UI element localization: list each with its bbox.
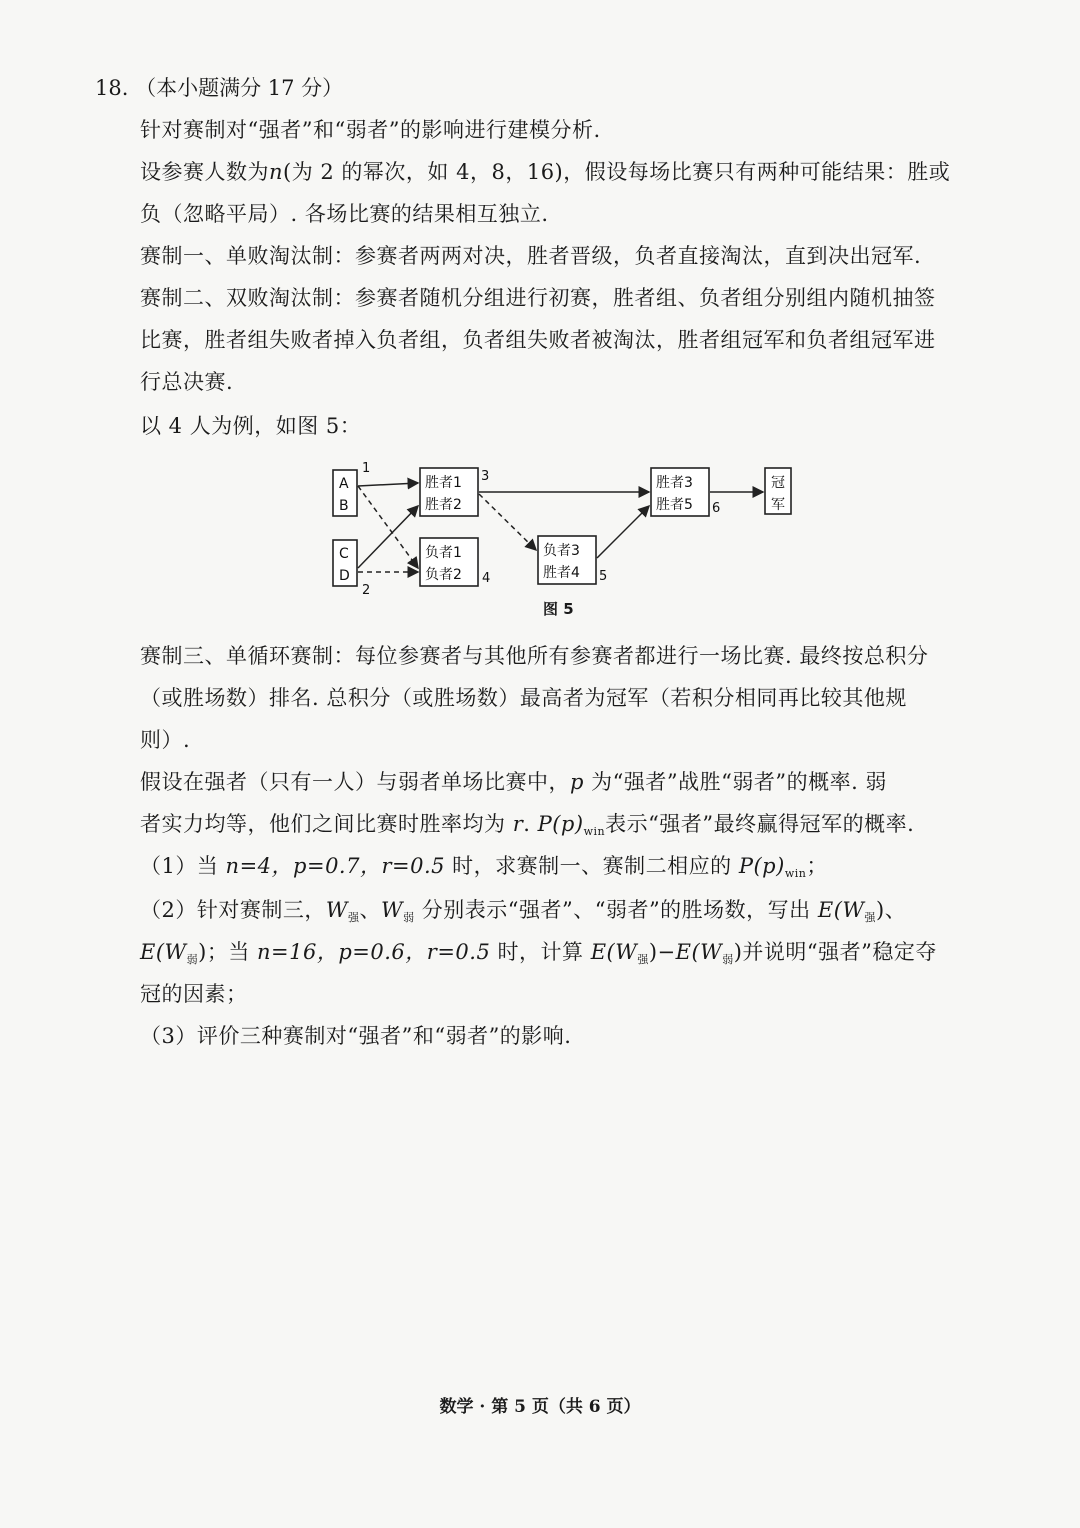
question-points: （本小题满分 17 分） bbox=[135, 76, 344, 100]
format-double-elimination-line3: 行总决赛. bbox=[140, 370, 234, 394]
svg-text:胜者1: 胜者1 bbox=[425, 475, 462, 491]
svg-text:B: B bbox=[339, 498, 349, 514]
example-intro: 以 4 人为例，如图 5： bbox=[140, 414, 362, 438]
match-label-4: 4 bbox=[482, 571, 491, 586]
box-winners-final bbox=[651, 468, 709, 516]
page-footer: 数学 · 第 5 页（共 6 页） bbox=[439, 1397, 641, 1417]
part2-line2: $E(W_弱)$；当 n=16，p=0.6，r=0.5 时，计算 $E(W_强)-E(W_弱)$并说明“强者”稳定夺 bbox=[140, 940, 937, 966]
svg-text:军: 军 bbox=[771, 497, 785, 513]
svg-text:负者1: 负者1 bbox=[425, 545, 462, 561]
svg-text:C: C bbox=[339, 546, 349, 562]
format-round-robin-line2: （或胜场数）排名. 总积分（或胜场数）最高者为冠军（若积分相同再比较其他规 bbox=[140, 686, 907, 710]
svg-text:冠: 冠 bbox=[771, 475, 785, 491]
part2-line3: 冠的因素； bbox=[140, 982, 248, 1006]
svg-text:胜者4: 胜者4 bbox=[543, 565, 580, 581]
intro-setup-line2: 负（忽略平局）. 各场比赛的结果相互独立. bbox=[140, 202, 549, 226]
match-label-6: 6 bbox=[712, 501, 721, 516]
question-header bbox=[95, 74, 343, 102]
format-double-elimination-line1: 赛制二、双败淘汰制：参赛者随机分组进行初赛，胜者组、负者组分别组内随机抽签 bbox=[140, 286, 936, 310]
match-label-3: 3 bbox=[481, 469, 490, 484]
svg-text:D: D bbox=[339, 568, 350, 584]
assumption-line2: 者实力均等，他们之间比赛时胜率均为 r. $P(p)_{win}$表示“强者”最终赢得冠军的概率. bbox=[140, 812, 915, 838]
match-label-5: 5 bbox=[599, 569, 608, 584]
intro-topic: 针对赛制对“强者”和“弱者”的影响进行建模分析. bbox=[140, 118, 601, 142]
svg-text:负者3: 负者3 bbox=[543, 543, 580, 559]
box-losers-final bbox=[538, 536, 596, 584]
match-label-2: 2 bbox=[362, 583, 371, 598]
box-winners-round1 bbox=[420, 468, 478, 516]
match-label-1: 1 bbox=[362, 461, 371, 476]
part3: （3）评价三种赛制对“强者”和“弱者”的影响. bbox=[140, 1024, 572, 1048]
intro-setup-line1: 设参赛人数为n(为 2 的幂次，如 4，8，16)，假设每场比赛只有两种可能结果：胜或 bbox=[140, 160, 951, 184]
svg-text:胜者5: 胜者5 bbox=[656, 497, 693, 513]
svg-text:胜者2: 胜者2 bbox=[425, 497, 462, 513]
box-ab bbox=[333, 470, 357, 516]
question-number: 18. bbox=[95, 76, 129, 100]
box-cd bbox=[333, 540, 357, 586]
format-round-robin-line3: 则）. bbox=[140, 728, 191, 752]
format-single-elimination: 赛制一、单败淘汰制：参赛者两两对决，胜者晋级，负者直接淘汰，直到决出冠军. bbox=[140, 244, 922, 268]
figure-caption: 图 5 bbox=[543, 600, 574, 618]
assumption-line1: 假设在强者（只有一人）与弱者单场比赛中，p 为“强者”战胜“弱者”的概率. 弱 bbox=[140, 770, 887, 794]
format-double-elimination-line2: 比赛，胜者组失败者掉入负者组，负者组失败者被淘汰，胜者组冠军和负者组冠军进 bbox=[140, 328, 936, 352]
box-champion bbox=[765, 468, 791, 514]
box-losers-round1 bbox=[420, 538, 478, 586]
svg-text:胜者3: 胜者3 bbox=[656, 475, 693, 491]
bracket-diagram bbox=[325, 458, 805, 598]
svg-text:负者2: 负者2 bbox=[425, 567, 462, 583]
part1: （1）当 n=4，p=0.7，r=0.5 时，求赛制一、赛制二相应的 $P(p)_{win}$； bbox=[140, 854, 828, 880]
svg-text:A: A bbox=[339, 476, 349, 492]
format-round-robin-line1: 赛制三、单循环赛制：每位参赛者与其他所有参赛者都进行一场比赛. 最终按总积分 bbox=[140, 644, 929, 668]
part2-line1: （2）针对赛制三，$W_强$、$W_弱$ 分别表示“强者”、“弱者”的胜场数，写出 $E(W_强)$、 bbox=[140, 898, 907, 924]
